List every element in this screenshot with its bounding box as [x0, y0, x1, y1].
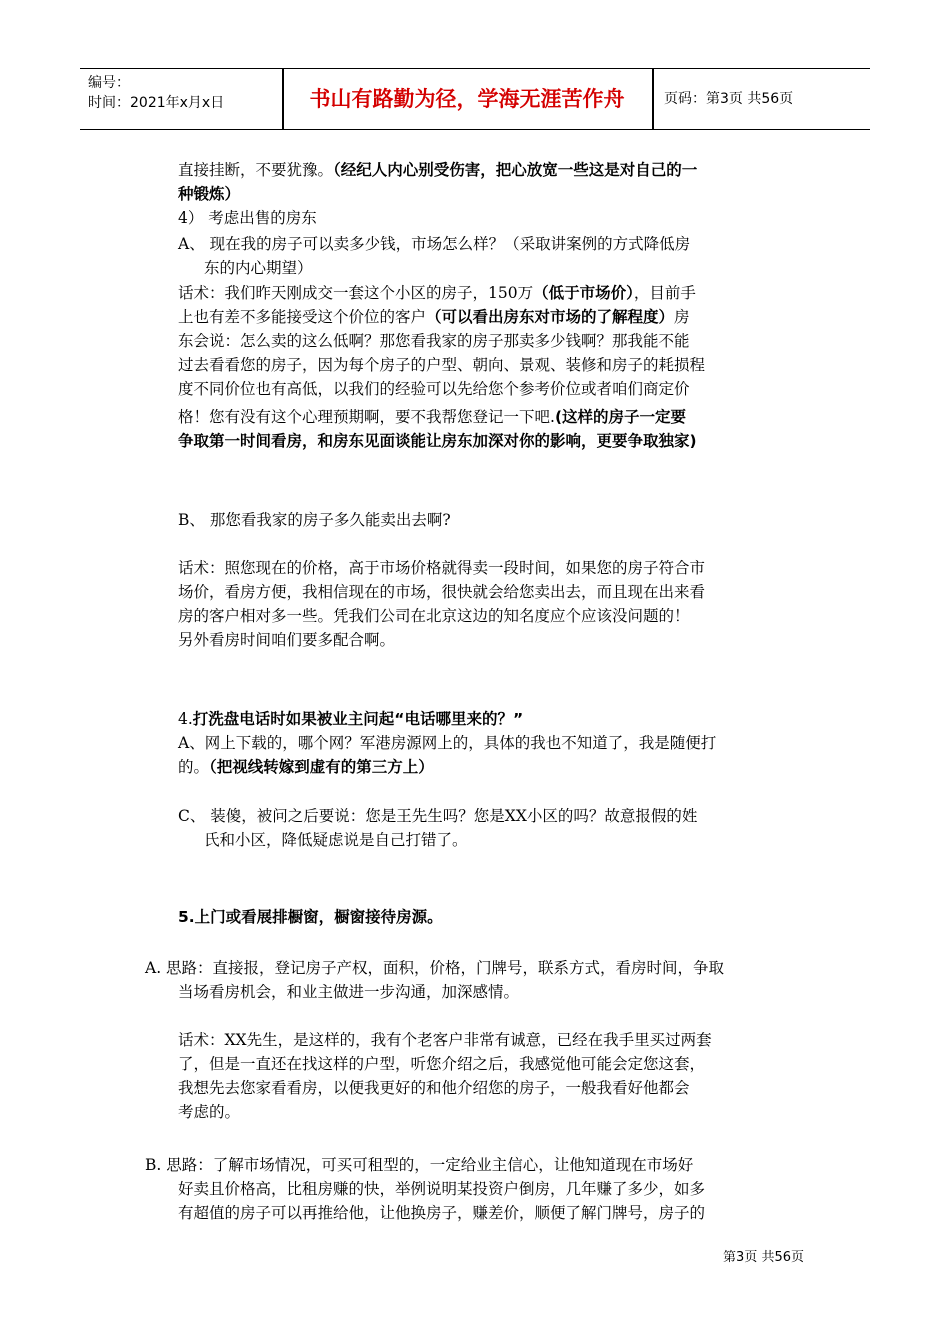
question-b: B、 那您看我家的房子多久能卖出去啊? — [178, 511, 451, 529]
text-line: 好卖且价格高，比租房赚的快，举例说明某投资户倒房，几年赚了多少，如多 — [178, 1180, 706, 1198]
text-line: C、 装傻，被问之后要说：您是王先生吗？您是XX小区的吗？故意报假的姓 — [178, 807, 698, 825]
text-line: 了，但是一直还在找这样的户型，听您介绍之后，我感觉他可能会定您这套， — [178, 1055, 706, 1073]
text-line: 氏和小区，降低疑虑说是自己打错了。 — [204, 831, 468, 849]
text-line: A、网上下载的，哪个网？军港房源网上的，具体的我也不知道了，我是随便打 — [178, 734, 717, 752]
footer-page-number: 第3页 共56页 — [723, 1250, 804, 1265]
text-line: 种锻炼） — [178, 185, 241, 203]
section-heading: 4） 考虑出售的房东 — [178, 209, 317, 227]
text-line: 当场看房机会，和业主做进一步沟通，加深感情。 — [178, 983, 520, 1001]
text-line: 场价，看房方便，我相信现在的市场，很快就会给您卖出去，而且现在出来看 — [178, 583, 706, 601]
header-number-label: 编号： — [88, 75, 130, 91]
header-left-cell — [88, 73, 224, 113]
section-heading: 4.打洗盘电话时如果被业主问起“电话哪里来的？” — [178, 710, 524, 728]
header-page-label: 页码：第3页 共56页 — [664, 91, 794, 107]
text-line: B. 思路：了解市场情况，可买可租型的，一定给业主信心，让他知道现在市场好 — [145, 1156, 694, 1174]
text-line: 话术：XX先生，是这样的，我有个老客户非常有诚意，已经在我手里买过两套 — [178, 1031, 712, 1049]
text-line: 我想先去您家看看房，以便我更好的和他介绍您的房子，一般我看好他都会 — [178, 1079, 690, 1097]
text-line: 东的内心期望） — [204, 259, 313, 277]
text-line: 争取第一时间看房，和房东见面谈能让房东加深对你的影响，更要争取独家) — [178, 432, 697, 450]
text-line: 东会说：怎么卖的这么低啊？那您看我家的房子那卖多少钱啊？那我能不能 — [178, 332, 690, 350]
text-line: 另外看房时间咱们要多配合啊。 — [178, 631, 396, 649]
question-a: A、 现在我的房子可以卖多少钱，市场怎么样？（采取讲案例的方式降低房 — [178, 235, 691, 253]
text-line: 度不同价位也有高低，以我们的经验可以先给您个参考价位或者咱们商定价 — [178, 380, 690, 398]
header-motto: 书山有路勤为径，学海无涯苦作舟 — [309, 87, 625, 111]
text-line: 的。（把视线转嫁到虚有的第三方上） — [178, 758, 434, 776]
text-line: 房的客户相对多一些。凭我们公司在北京这边的知名度应个应该没问题的！ — [178, 607, 690, 625]
text-line: 话术：我们昨天刚成交一套这个小区的房子，150万（低于市场价），目前手 — [178, 284, 696, 302]
text-line: 过去看看您的房子，因为每个房子的户型、朝向、景观、装修和房子的耗损程 — [178, 356, 706, 374]
text-line: A. 思路：直接报，登记房子产权，面积，价格，门牌号，联系方式，看房时间，争取 — [145, 959, 725, 977]
header-divider — [652, 69, 654, 129]
section-heading: 5.上门或看展排橱窗，橱窗接待房源。 — [178, 908, 443, 926]
text-line: 格！您有没有这个心理预期啊，要不我帮您登记一下吧.(这样的房子一定要 — [178, 408, 687, 426]
text-line: 直接挂断，不要犹豫。（经纪人内心别受伤害，把心放宽一些这是对自己的一 — [178, 161, 698, 179]
document-header — [80, 68, 870, 130]
text-line: 考虑的。 — [178, 1103, 241, 1121]
header-time-label: 时间：2021年x月x日 — [88, 95, 225, 111]
text-line: 有超值的房子可以再推给他，让他换房子，赚差价，顺便了解门牌号，房子的 — [178, 1204, 706, 1222]
text-line: 话术：照您现在的价格，高于市场价格就得卖一段时间，如果您的房子符合市 — [178, 559, 706, 577]
text-line: 上也有差不多能接受这个价位的客户（可以看出房东对市场的了解程度）房 — [178, 308, 690, 326]
